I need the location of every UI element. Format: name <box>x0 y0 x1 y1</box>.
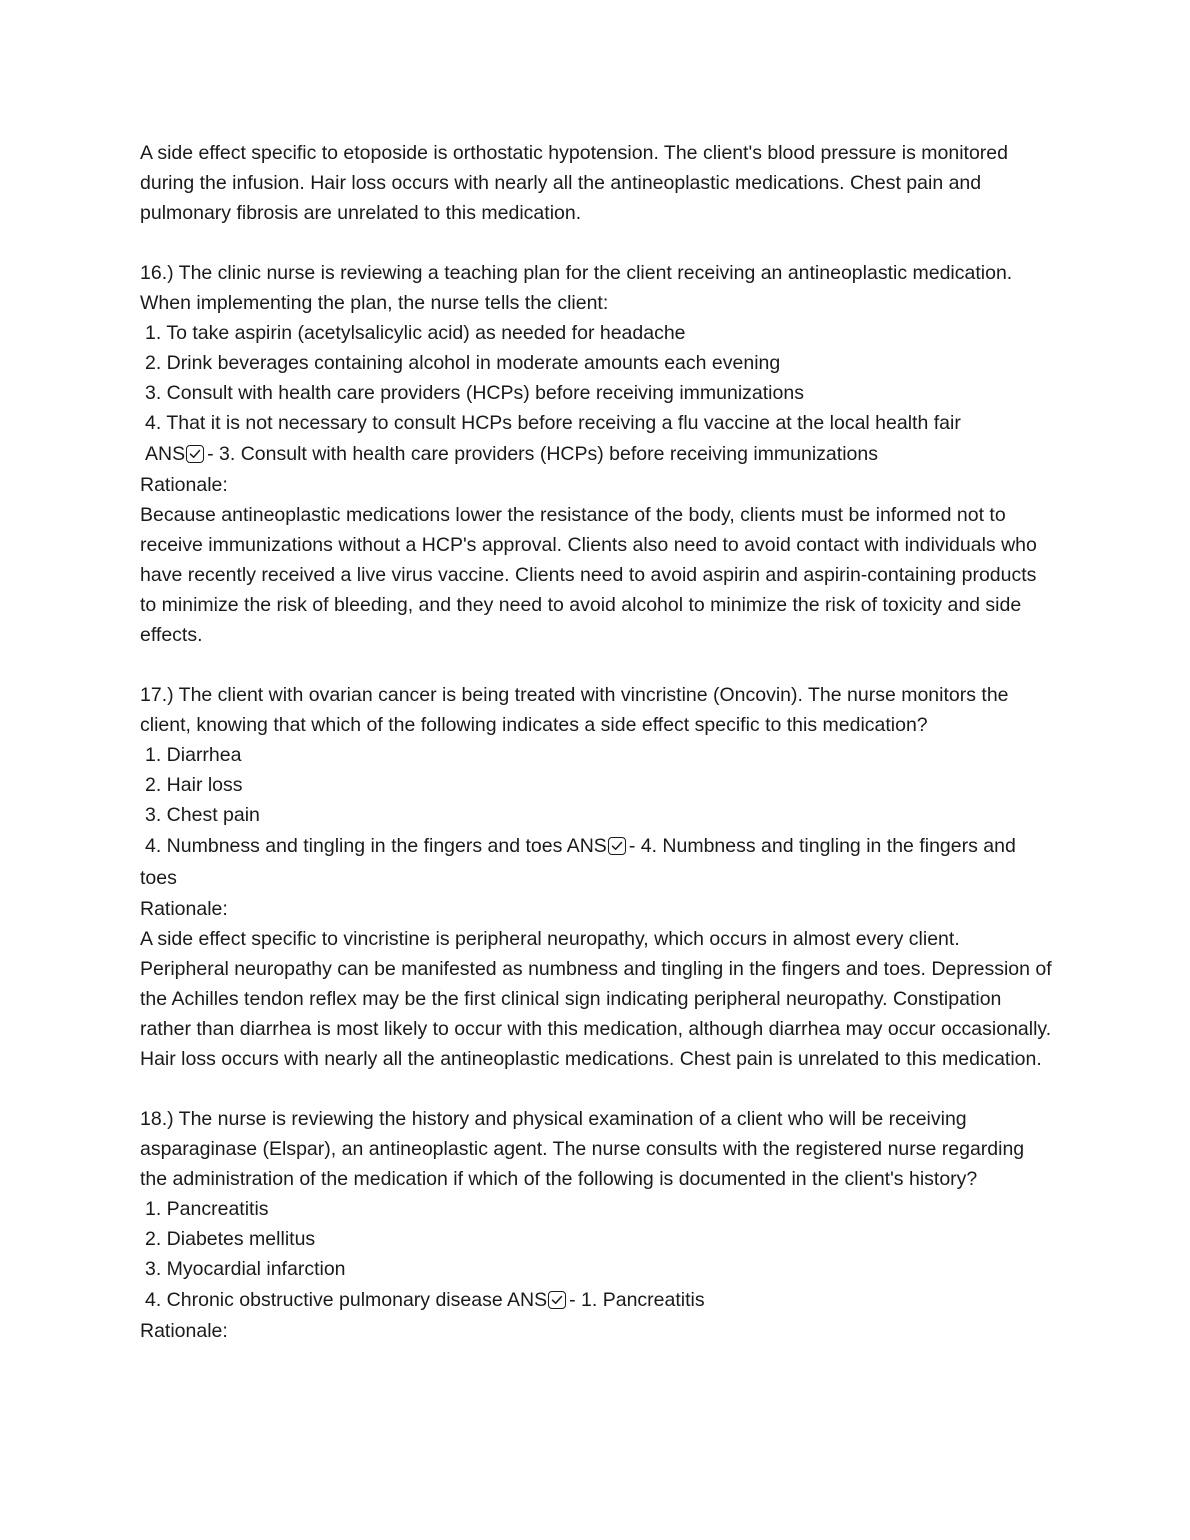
q17-answer-text: - 4. Numbness and tingling in the fingers and toes <box>140 835 1016 889</box>
q18-option-1: 1. Pancreatitis <box>145 1198 269 1220</box>
q17-rationale-text: A side effect specific to vincristine is peripheral neuropathy, which occurs in almost every client. Peripheral neuropathy can be manifested as numbness and tingling in the fingers and toes. Depression of the Achilles tendon reflex may be the first clinical sign indicating peripheral neuropathy. Constipation rather than diarrhea is most likely to occur with this medication, although diarrhea may occur occasionally. Hair loss occurs with nearly all the antineoplastic medications. Chest pain is unrelated to this medication. <box>140 928 1052 1070</box>
q16-rationale-text: Because antineoplastic medications lower the resistance of the body, clients must be informed not to receive immunizations without a HCP's approval. Clients also need to avoid contact with individuals who have recently received a live virus vaccine. Clients need to avoid aspirin and aspirin-containing products to minimize the risk of bleeding, and they need to avoid alcohol to minimize the risk of toxicity and side effects. <box>140 504 1037 646</box>
q16-option-4: 4. That it is not necessary to consult HCPs before receiving a flu vaccine at the local health fair <box>145 412 961 434</box>
q16-ans-label: ANS <box>145 443 186 465</box>
q17-answer-line <box>140 830 1052 894</box>
q16-rationale-label: Rationale: <box>140 474 228 496</box>
q17-rationale-label: Rationale: <box>140 898 228 920</box>
q16-option-2: 2. Drink beverages containing alcohol in moderate amounts each evening <box>145 352 781 374</box>
q18-answer-text: - 1. Pancreatitis <box>569 1289 705 1311</box>
question-18 <box>140 1104 1052 1346</box>
q17-option-2: 2. Hair loss <box>145 774 243 796</box>
checkbox-checked-icon <box>548 1291 566 1309</box>
paragraph-gap <box>140 228 1052 258</box>
q18-option-4: 4. Chronic obstructive pulmonary disease <box>145 1289 503 1311</box>
q17-option-3: 3. Chest pain <box>145 804 260 826</box>
q18-option-2: 2. Diabetes mellitus <box>145 1228 316 1250</box>
question-17 <box>140 680 1052 1074</box>
question-17-stem: 17.) The client with ovarian cancer is being treated with vincristine (Oncovin). The nurse monitors the client, knowing that which of the following indicates a side effect specific to this medication? <box>140 684 1009 736</box>
q17-option-1: 1. Diarrhea <box>145 744 242 766</box>
q18-answer-line <box>140 1284 1052 1316</box>
q16-answer-text: - 3. Consult with health care providers (HCPs) before receiving immunizations <box>207 443 878 465</box>
intro-rationale-text: A side effect specific to etoposide is orthostatic hypotension. The client's blood pressure is monitored during the infusion. Hair loss occurs with nearly all the antineoplastic medications. Chest pain and pulmonary fibrosis are unrelated to this medication. <box>140 142 1008 224</box>
question-16 <box>140 258 1052 650</box>
paragraph-gap <box>140 650 1052 680</box>
q16-answer-line <box>140 438 1052 470</box>
checkbox-checked-icon <box>186 445 204 463</box>
question-18-stem: 18.) The nurse is reviewing the history and physical examination of a client who will be receiving asparaginase (Elspar), an antineoplastic agent. The nurse consults with the registered nurse regarding the administration of the medication if which of the following is documented in the client's history? <box>140 1108 1025 1190</box>
document-page <box>140 138 1052 1346</box>
q18-ans-label: ANS <box>507 1289 548 1311</box>
q17-ans-label: ANS <box>566 835 607 857</box>
paragraph-gap <box>140 1074 1052 1104</box>
question-16-stem: 16.) The clinic nurse is reviewing a teaching plan for the client receiving an antineoplastic medication. When implementing the plan, the nurse tells the client: <box>140 262 1013 314</box>
q18-option-3: 3. Myocardial infarction <box>145 1258 346 1280</box>
q16-option-3: 3. Consult with health care providers (HCPs) before receiving immunizations <box>145 382 804 404</box>
checkbox-checked-icon <box>608 837 626 855</box>
q16-option-1: 1. To take aspirin (acetylsalicylic acid) as needed for headache <box>145 322 686 344</box>
q17-option-4: 4. Numbness and tingling in the fingers and toes <box>145 835 563 857</box>
q18-rationale-label: Rationale: <box>140 1320 228 1342</box>
